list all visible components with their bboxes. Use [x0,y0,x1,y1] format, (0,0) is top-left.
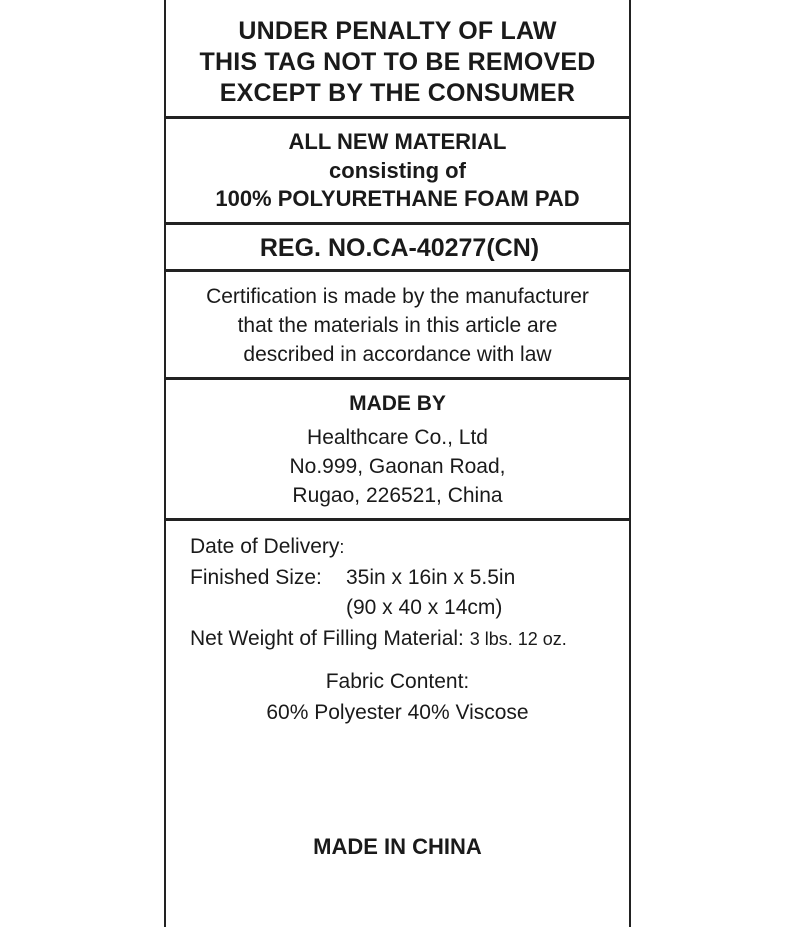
delivery-date-row [190,535,344,559]
warning-line-2: THIS TAG NOT TO BE REMOVED [199,48,596,76]
warning-line-3: EXCEPT BY THE CONSUMER [219,79,576,107]
registration-number: REG. NO.CA-40277(CN) [259,234,540,262]
divider [166,222,629,225]
net-weight-value: 3 lbs. 12 oz. [469,629,567,649]
divider [166,269,629,272]
certification-line-3: described in accordance with law [243,343,552,366]
maker-address-1: No.999, Gaonan Road, [289,455,506,478]
divider [166,377,629,380]
fabric-content-value: 60% Polyester 40% Viscose [266,701,529,724]
material-line-2: consisting of [329,158,466,183]
material-line-1: ALL NEW MATERIAL [288,129,507,154]
delivery-date-label: Date of Delivery [190,535,340,558]
delivery-date-colon: : [339,537,345,557]
maker-address-2: Rugao, 226521, China [292,484,503,507]
net-weight-row [190,627,567,651]
divider [166,116,629,119]
net-weight-label: Net Weight of Filling Material: [190,627,464,650]
divider [166,518,629,521]
certification-line-1: Certification is made by the manufacturer [206,285,589,308]
material-line-3: 100% POLYURETHANE FOAM PAD [215,186,580,211]
finished-size-row [190,566,322,590]
finished-size-label: Finished Size: [190,566,322,589]
finished-size-cm: (90 x 40 x 14cm) [346,596,503,619]
finished-size-inches: 35in x 16in x 5.5in [346,566,516,589]
law-tag [164,0,631,927]
made-in-label: MADE IN CHINA [313,834,482,859]
certification-line-2: that the materials in this article are [237,314,558,337]
maker-company: Healthcare Co., Ltd [307,426,488,449]
warning-line-1: UNDER PENALTY OF LAW [238,17,557,45]
made-by-heading: MADE BY [349,392,446,415]
fabric-content-label: Fabric Content: [325,670,470,693]
